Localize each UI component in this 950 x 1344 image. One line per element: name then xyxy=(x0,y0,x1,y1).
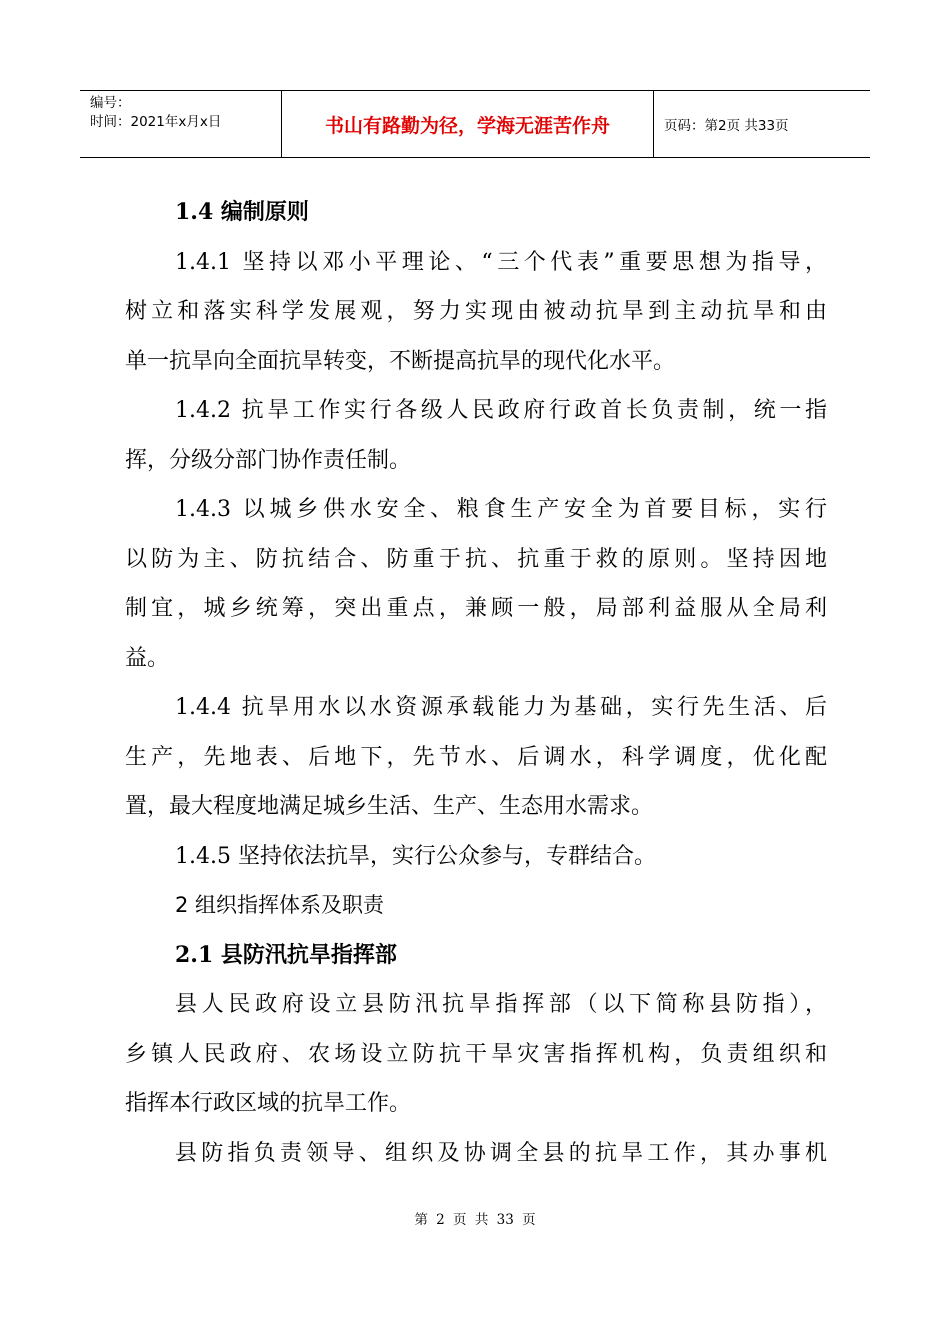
paragraph-line: 挥，分级分部门协作责任制。 xyxy=(125,447,412,473)
document-date-label: 时间：2021年x月x日 xyxy=(90,114,222,130)
paragraph-line: 1.4.4 抗旱用水以水资源承载能力为基础，实行先生活、后 xyxy=(175,695,827,720)
header-motto: 书山有路勤为径，学海无涯苦作舟 xyxy=(282,91,654,157)
header-meta xyxy=(80,91,282,157)
page-footer: 第 2 页 共 33 页 xyxy=(414,1212,536,1228)
paragraph-line: 1.4.5 坚持依法抗旱，实行公众参与，专群结合。 xyxy=(175,843,656,869)
page-header xyxy=(80,90,870,158)
paragraph-line: 1.4.1 坚持以邓小平理论、“三个代表”重要思想为指导， xyxy=(175,249,827,275)
paragraph-line: 指挥本行政区域的抗旱工作。 xyxy=(125,1091,412,1116)
paragraph-line: 1.4.2 抗旱工作实行各级人民政府行政首长负责制，统一指 xyxy=(175,398,827,423)
paragraph-line: 以防为主、防抗结合、防重于抗、抗重于救的原则。坚持因地 xyxy=(125,546,827,572)
paragraph-line: 县防指负责领导、组织及协调全县的抗旱工作，其办事机 xyxy=(175,1140,827,1166)
header-page-info: 页码：第2页 共33页 xyxy=(664,118,789,134)
paragraph-line: 乡镇人民政府、农场设立防抗干旱灾害指挥机构，负责组织和 xyxy=(125,1041,827,1067)
paragraph-line: 制宜，城乡统筹，突出重点，兼顾一般，局部利益服从全局利 xyxy=(125,596,827,621)
paragraph-line: 单一抗旱向全面抗旱转变，不断提高抗旱的现代化水平。 xyxy=(125,348,676,374)
paragraph-line: 树立和落实科学发展观，努力实现由被动抗旱到主动抗旱和由 xyxy=(125,299,827,324)
section-heading-2: 2 组织指挥体系及职责 xyxy=(175,893,385,917)
paragraph-line: 益。 xyxy=(125,645,170,671)
document-number-label: 编号： xyxy=(90,95,131,111)
paragraph-line: 置，最大程度地满足城乡生活、生产、生态用水需求。 xyxy=(125,794,654,819)
paragraph-line: 1.4.3 以城乡供水安全、粮食生产安全为首要目标，实行 xyxy=(175,497,827,522)
section-heading-1-4: 1.4 编制原则 xyxy=(175,199,309,225)
paragraph-line: 生产，先地表、后地下，先节水、后调水，科学调度，优化配 xyxy=(125,744,827,770)
section-heading-2-1: 2.1 县防汛抗旱指挥部 xyxy=(175,941,397,968)
paragraph-line: 县人民政府设立县防汛抗旱指挥部（以下简称县防指）， xyxy=(175,992,827,1017)
document-body xyxy=(125,188,827,1178)
